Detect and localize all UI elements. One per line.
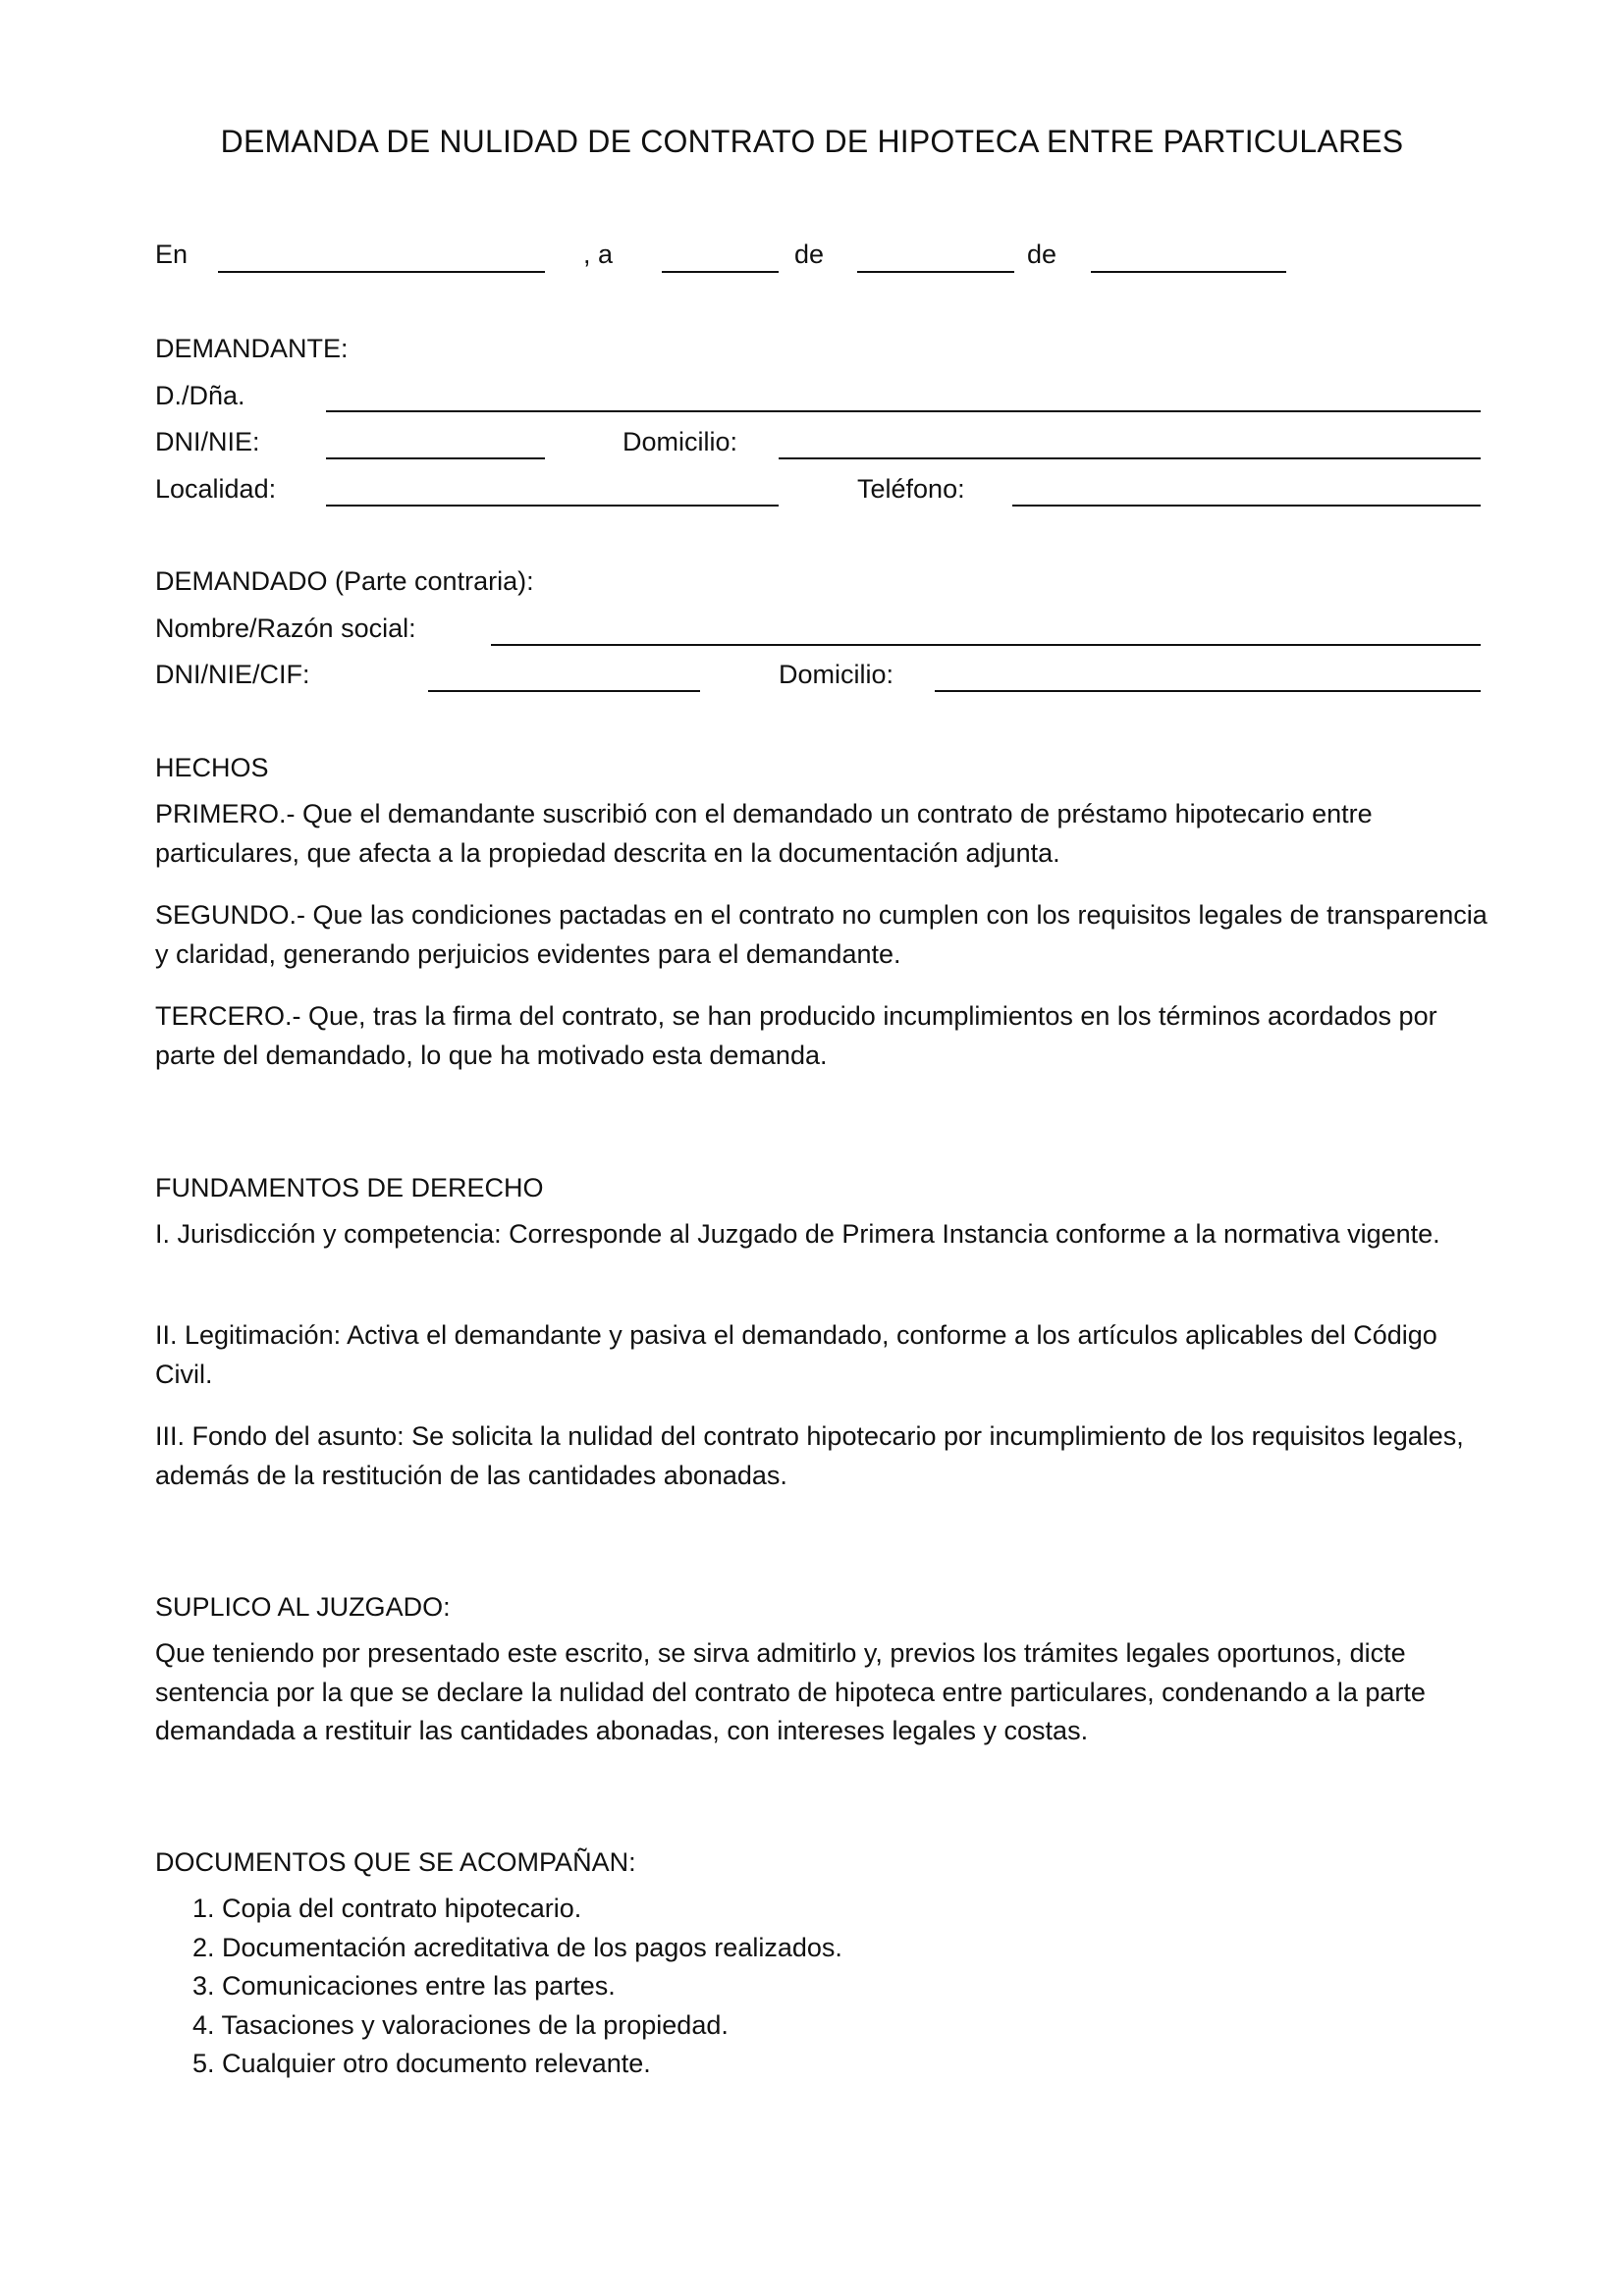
documento-item: 3. Comunicaciones entre las partes. — [192, 1971, 616, 2001]
fundamento-fondo: III. Fondo del asunto: Se solicita la nulidad del contrato hipotecario por incumplimiento de los requisitos legales, además de la restitución de las cantidades abonadas. — [155, 1421, 1464, 1490]
suplico-heading: SUPLICO AL JUZGADO: — [155, 1592, 451, 1622]
documento-item: 2. Documentación acreditativa de los pagos realizados. — [192, 1932, 842, 1962]
de-label-2: de — [1027, 240, 1057, 269]
demandante-localidad-field-line[interactable] — [326, 505, 779, 507]
documento-item: 4. Tasaciones y valoraciones de la propiedad. — [192, 2009, 729, 2040]
suplico-text: Que teniendo por presentado este escrito, se sirva admitirlo y, previos los trámites legales oportunos, dicte sentencia por la que se declare la nulidad del contrato de hipoteca entre particulares, condenando a la parte demandada a restituir las cantidades abonadas, con intereses legales y costas. — [155, 1638, 1426, 1745]
year-field-line[interactable] — [1091, 271, 1286, 273]
demandante-dni-field-line[interactable] — [326, 457, 545, 459]
demandado-name-field-line[interactable] — [491, 644, 1481, 646]
demandado-dni-field-line[interactable] — [428, 690, 700, 692]
demandante-telefono-label: Teléfono: — [857, 474, 965, 504]
place-field-line[interactable] — [218, 271, 545, 273]
en-label: En — [155, 240, 189, 269]
demandante-domicilio-label: Domicilio: — [623, 427, 738, 456]
demandado-name-label: Nombre/Razón social: — [155, 614, 416, 643]
month-field-line[interactable] — [857, 271, 1014, 273]
document-title: DEMANDA DE NULIDAD DE CONTRATO DE HIPOTECA ENTRE PARTICULARES — [220, 124, 1404, 159]
hechos-heading: HECHOS — [155, 753, 269, 782]
demandado-heading: DEMANDADO (Parte contraria): — [155, 566, 534, 596]
demandado-domicilio-label: Domicilio: — [779, 660, 894, 689]
hecho-primero: PRIMERO.- Que el demandante suscribió con el demandado un contrato de préstamo hipotecario entre particulares, que afecta a la propiedad descrita en la documentación adjunta. — [155, 799, 1373, 868]
documentos-list — [155, 1890, 842, 2084]
de-label-1: de — [794, 240, 825, 269]
fundamento-legitimacion: II. Legitimación: Activa el demandante y pasiva el demandado, conforme a los artículos aplicables del Código Civil. — [155, 1320, 1437, 1389]
fundamento-jurisdiccion: I. Jurisdicción y competencia: Corresponde al Juzgado de Primera Instancia conforme a la normativa vigente. — [155, 1219, 1440, 1249]
demandante-name-label: D./Dña. — [155, 381, 245, 410]
demandante-telefono-field-line[interactable] — [1012, 505, 1481, 507]
hecho-segundo: SEGUNDO.- Que las condiciones pactadas en el contrato no cumplen con los requisitos legales de transparencia y claridad, generando perjuicios evidentes para el demandante. — [155, 900, 1488, 969]
demandado-dni-label: DNI/NIE/CIF: — [155, 660, 310, 689]
demandante-domicilio-field-line[interactable] — [779, 457, 1481, 459]
documentos-heading: DOCUMENTOS QUE SE ACOMPAÑAN: — [155, 1847, 636, 1877]
demandado-domicilio-field-line[interactable] — [935, 690, 1481, 692]
demandante-localidad-label: Localidad: — [155, 474, 277, 504]
fundamentos-heading: FUNDAMENTOS DE DERECHO — [155, 1173, 544, 1202]
a-label: , a — [583, 240, 614, 269]
day-field-line[interactable] — [662, 271, 779, 273]
documento-item: 5. Cualquier otro documento relevante. — [192, 2049, 651, 2078]
demandante-name-field-line[interactable] — [326, 410, 1481, 412]
demandante-heading: DEMANDANTE: — [155, 334, 349, 363]
documento-item: 1. Copia del contrato hipotecario. — [192, 1894, 582, 1923]
demandante-dni-label: DNI/NIE: — [155, 427, 260, 456]
hecho-tercero: TERCERO.- Que, tras la firma del contrato, se han producido incumplimientos en los términos acordados por parte del demandado, lo que ha motivado esta demanda. — [155, 1001, 1437, 1070]
